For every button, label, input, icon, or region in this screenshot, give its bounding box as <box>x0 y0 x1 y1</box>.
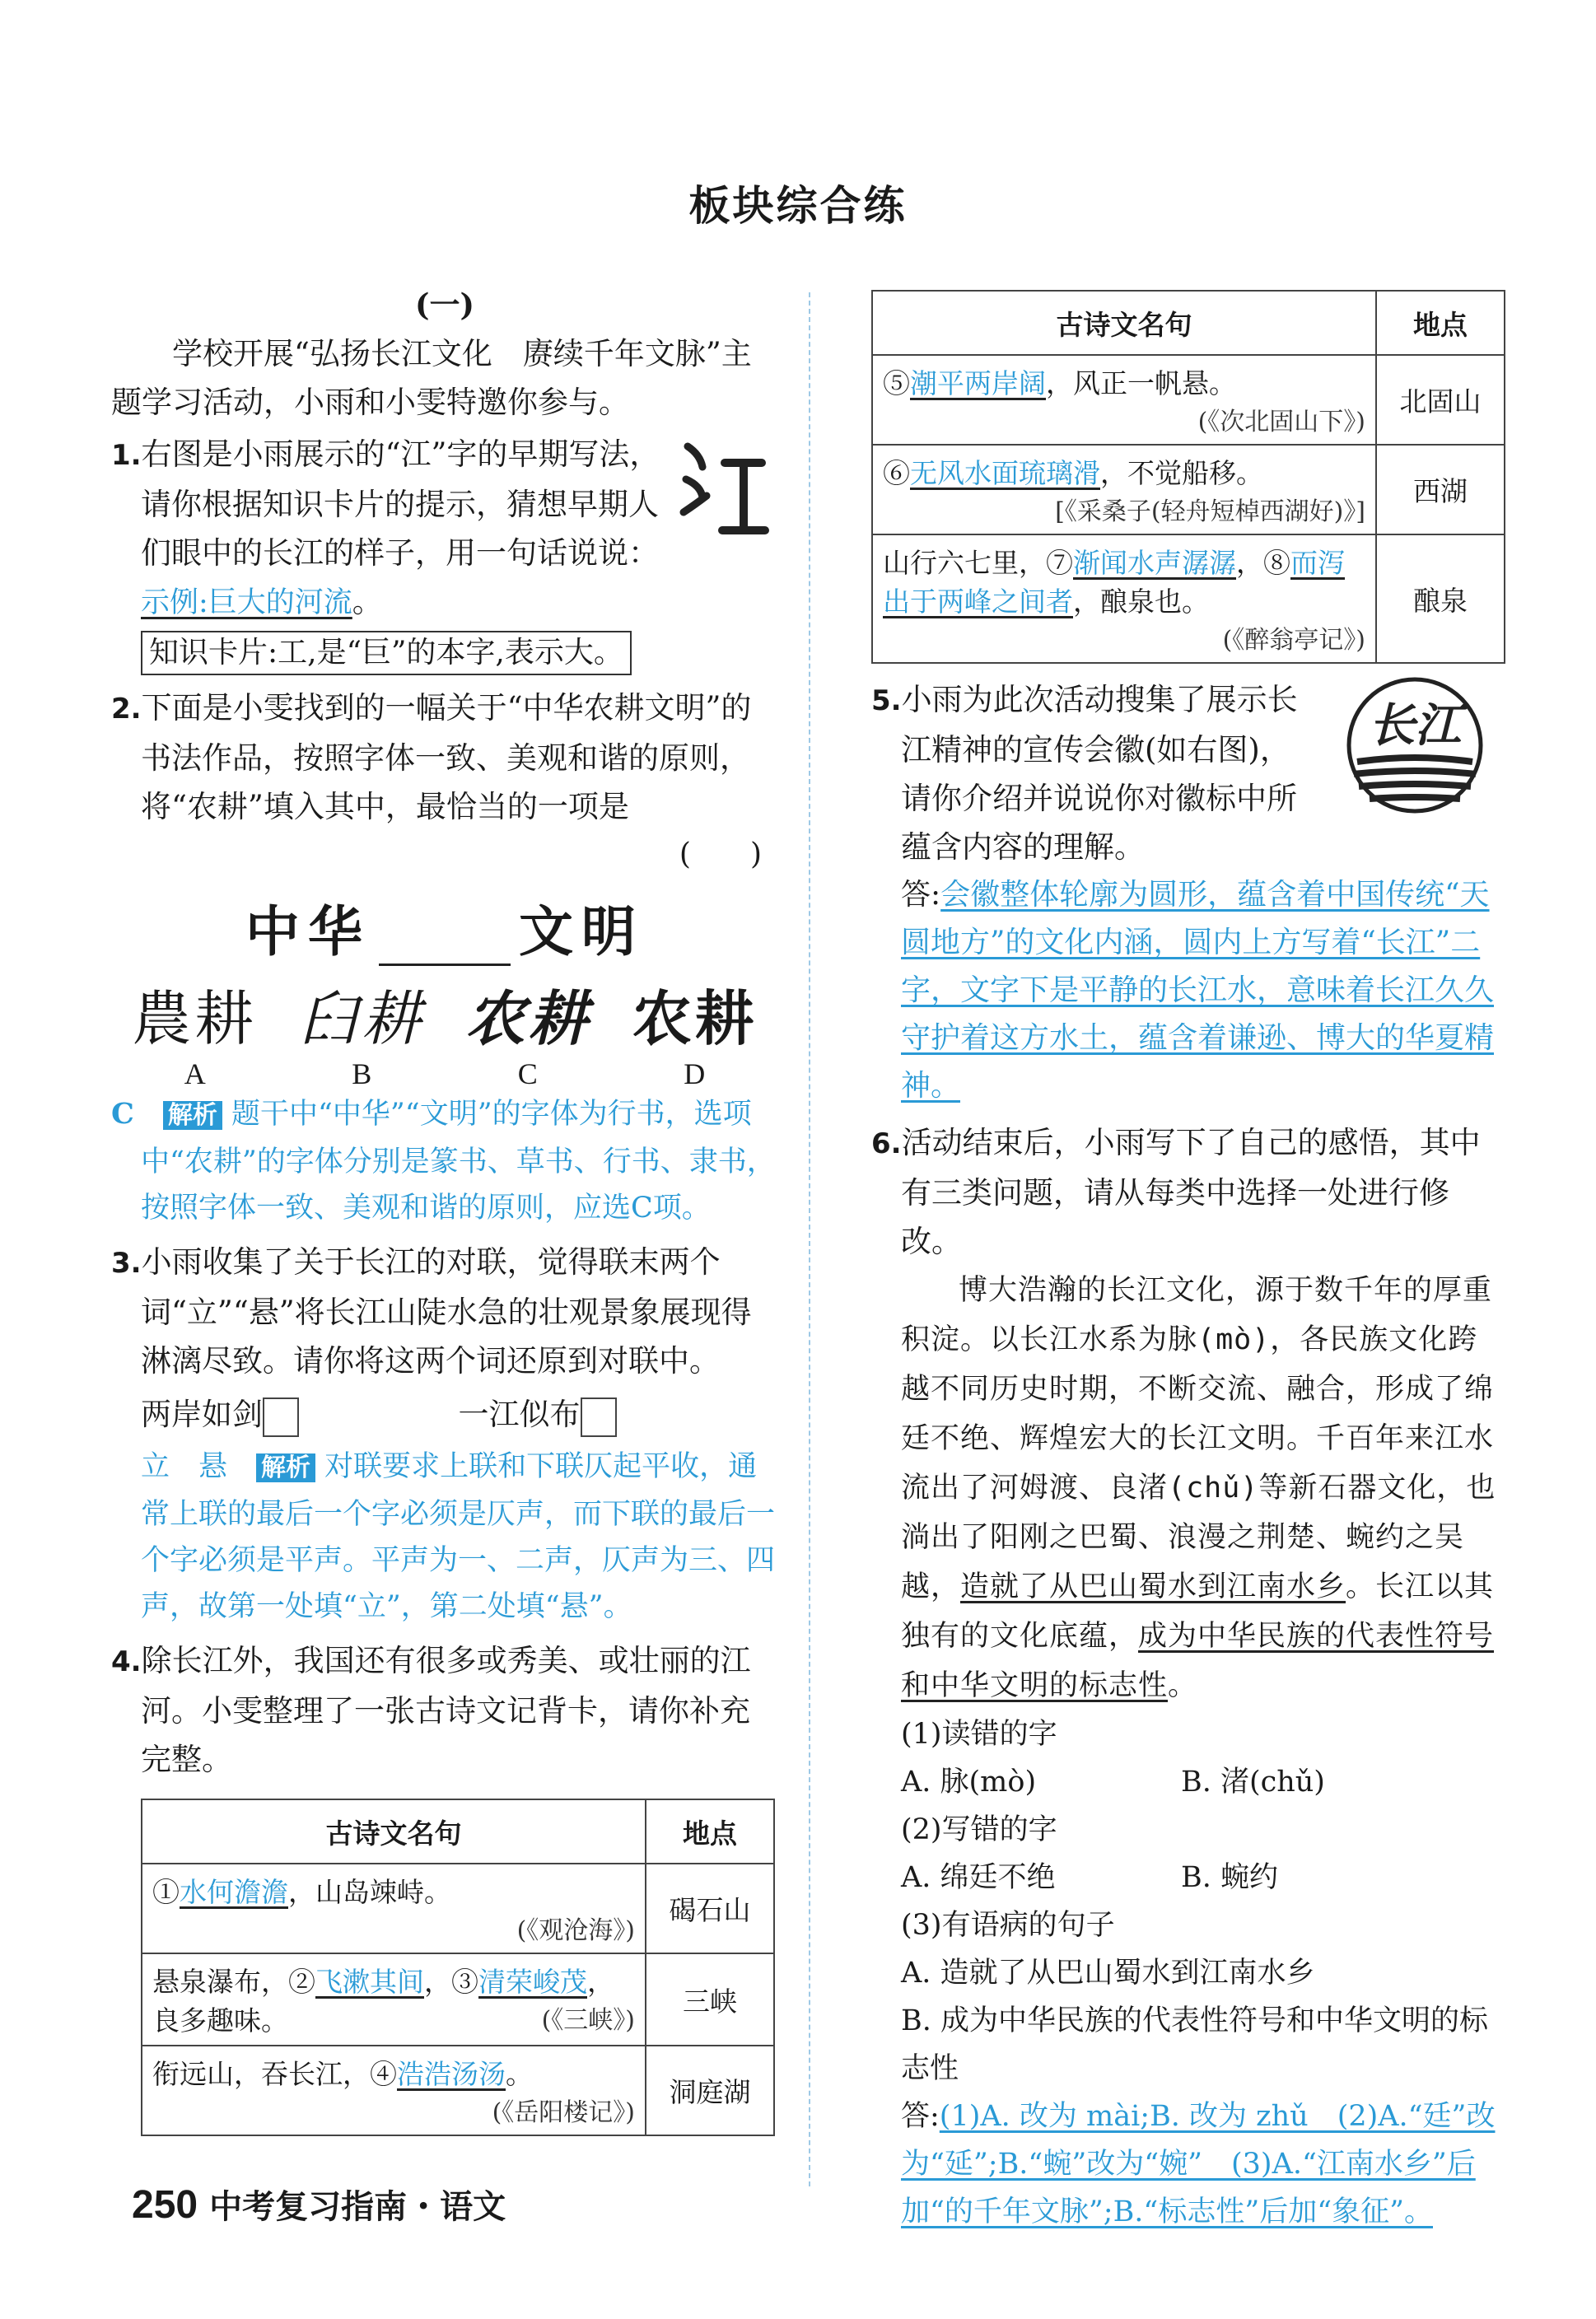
question-2-explanation: C 解析 题干中“中华”“文明”的字体为行书，选项中“农耕”的字体分别是篆书、草书、行书、隶书，按照字体一致、美观和谐的原则，应选C项。 <box>111 1097 776 1225</box>
question-3-text: 小雨收集了关于长江的对联，觉得联末两个词“立”“悬”将长江山陡水急的壮观景象展现得淋漓尽致。请你将这两个词还原到对联中。 <box>141 1244 752 1379</box>
option-c-calligraphy: 农耕 <box>465 983 591 1053</box>
page-number: 250 <box>132 2183 198 2227</box>
question-6-text: 活动结束后，小雨写下了自己的感悟，其中有三类问题，请从每类中选择一处进行修改。 <box>901 1125 1481 1259</box>
option-b-calligraphy: 𦥑耕 <box>298 984 424 1053</box>
reflection-passage: 博大浩瀚的长江文化，源于数千年的厚重积淀。以长江水系为脉(mò)，各民族文化跨越不同历史时期，不断交流、融合，形成了绵廷不绝、辉煌宏大的长江文明。千百年来江水流出了河姆渡、良渚(chǔ)等新石器文化，也淌出了阳刚之巴蜀、浪漫之荆楚、蜿约之吴越，造就了从巴山蜀水到江南水乡。长江以其独有的文化底蕴，成为中华民族的代表性符号和中华文明的标志性。 <box>901 1274 1496 1702</box>
question-4: 4.除长江外，我国还有很多或秀美、或壮丽的江河。小雯整理了一张古诗文记背卡，请你补充完整。 <box>111 1643 751 1777</box>
couplet-lines: 两岸如剑 一江似布 <box>111 1390 778 1439</box>
option-d-calligraphy: 农耕 <box>632 983 758 1053</box>
question-6: 6.活动结束后，小雨写下了自己的感悟，其中有三类问题，请从每类中选择一处进行修改。 <box>871 1125 1481 1259</box>
table-row: ⑥无风水面琉璃滑，不觉船移。 [《采桑子(轻舟短棹西湖好)》] 西湖 <box>872 445 1505 534</box>
option-letters: A B C D <box>184 1057 706 1090</box>
question-3: 3.小雨收集了关于长江的对联，觉得联末两个词“立”“悬”将长江山陡水急的壮观景象展现得淋漓尽致。请你将这两个词还原到对联中。 <box>111 1244 752 1379</box>
section-heading: (一) <box>414 287 474 323</box>
calligraphy-title: 中华 文明 <box>111 888 778 966</box>
intro-text: 学校开展“弘扬长江文化 赓续千年文脉”主题学习活动，小雨和小雯特邀你参与。 <box>111 336 752 420</box>
question-3-explanation: 立 悬 解析 对联要求上联和下联仄起平收，通常上联的最后一个字必须是仄声，而下联的最后一个字必须是平声。平声为一、二声，仄声为三、四声，故第一处填“立”，第二处填“悬”。 <box>141 1450 776 1623</box>
table-row: 衔远山，吞长江，④浩浩汤汤。 (《岳阳楼记》) 洞庭湖 <box>142 2046 774 2135</box>
question-5-text: 小雨为此次活动搜集了展示长江精神的宣传会徽(如右图)，请你介绍并说说你对徽标中所蕴含内容的理解。 <box>901 682 1298 865</box>
question-1-answer-line: 示例:巨大的河流。 <box>141 584 383 619</box>
question-2-text: 下面是小雯找到的一幅关于“中华农耕文明”的书法作品，按照字体一致、美观和谐的原则，将“农耕”填入其中，最恰当的一项是 <box>141 690 752 824</box>
question-1-answer: 示例:巨大的河流 <box>141 586 352 619</box>
question-6-answer: 答:(1)A. 改为 mài;B. 改为 zhǔ (2)A.“廷”改为“延”;B.“蜿”改为“婉” (3)A.“江南水乡”后加“的千年文脉”;B.“标志性”后加“象征”。 <box>901 2100 1496 2228</box>
question-2: 2.下面是小雯找到的一幅关于“中华农耕文明”的书法作品，按照字体一致、美观和谐的原则，将“农耕”填入其中，最恰当的一项是 <box>111 690 752 824</box>
poem-table-right: 古诗文名句 地点 ⑤潮平两岸阔，风正一帆悬。 (《次北固山下》) 北固山 ⑥无风水面琉璃滑，不觉船移。 [《采桑子(轻舟短棹西湖好)》] 西湖 山行六七里，⑦渐闻水声潺潺，⑧而泻出于两峰之间者，酿泉也。 (《醉翁亭记》) 酿泉 <box>871 290 1505 664</box>
question-4-text: 除长江外，我国还有很多或秀美、或壮丽的江河。小雯整理了一张古诗文记背卡，请你补充完整。 <box>141 1643 751 1777</box>
right-column <box>871 290 1505 2236</box>
svg-text:长江: 长江 <box>1369 698 1461 753</box>
question-5-answer: 答:会徽整体轮廓为圆形，蕴含着中国传统“天圆地方”的文化内涵，圆内上方写着“长江”二字，文字下是平静的长江水，意味着长江久久守护着这方水土，蕴含着谦逊、博大的华夏精神。 <box>901 878 1495 1103</box>
poem-table-left: 古诗文名句 地点 ①水何澹澹，山岛竦峙。 (《观沧海》) 碣石山 悬泉瀑布，②飞漱其间，③清荣峻茂，良多趣味。 (《三峡》) 三峡 衔远山，吞长江，④浩浩汤汤。 (《岳阳楼记》) 洞庭湖 <box>141 1799 775 2136</box>
question-1-text: 右图是小雨展示的“江”字的早期写法，请你根据知识卡片的提示，猜想早期人们眼中的长江的样子，用一句话说说： <box>141 436 660 571</box>
couplet-blank-1 <box>263 1397 299 1437</box>
sub-questions: (1)读错的字 A. 脉(mò) B. 渚(chǔ) (2)写错的字 A. 绵廷不绝 B. 蜿约 (3)有语病的句子 A. 造就了从巴山蜀水到江南水乡 B. 成为中华民族的代表性符号和中华文明的标志性 <box>901 1718 1488 2085</box>
book-title: 中考复习指南・语文 <box>209 2187 506 2226</box>
question-5: 长江 5.小雨为此次活动搜集了展示长江精神的宣传会徽(如右图)，请你介绍并说说你对徽标中所蕴含内容的理解。 <box>871 675 1505 871</box>
couplet-blank-2 <box>581 1397 617 1437</box>
question-1: 1.右图是小雨展示的“江”字的早期写法，请你根据知识卡片的提示，猜想早期人们眼中的长江的样子，用一句话说说： <box>111 430 778 577</box>
page-title: 板块综合练 <box>688 181 908 230</box>
calligraphy-options <box>111 971 778 1057</box>
column-divider <box>809 292 810 2186</box>
option-a-calligraphy: 農耕 <box>132 984 258 1053</box>
calligraphy-blank <box>379 964 511 966</box>
left-column <box>111 280 778 2136</box>
question-2-answer-bracket: ( ) <box>679 838 762 871</box>
table-row: ①水何澹澹，山岛竦峙。 (《观沧海》) 碣石山 <box>142 1864 774 1953</box>
table-row: ⑤潮平两岸阔，风正一帆悬。 (《次北固山下》) 北固山 <box>872 355 1505 445</box>
page-footer <box>132 2181 506 2228</box>
table-row: 山行六七里，⑦渐闻水声潺潺，⑧而泻出于两峰之间者，酿泉也。 (《醉翁亭记》) 酿泉 <box>872 534 1505 663</box>
knowledge-card: 知识卡片:工,是“巨”的本字,表示大。 <box>141 631 632 675</box>
table-row: 悬泉瀑布，②飞漱其间，③清荣峻茂，良多趣味。 (《三峡》) 三峡 <box>142 1953 774 2046</box>
ancient-jiang-glyph-icon <box>679 430 770 553</box>
yangtze-emblem-icon <box>1324 675 1505 815</box>
